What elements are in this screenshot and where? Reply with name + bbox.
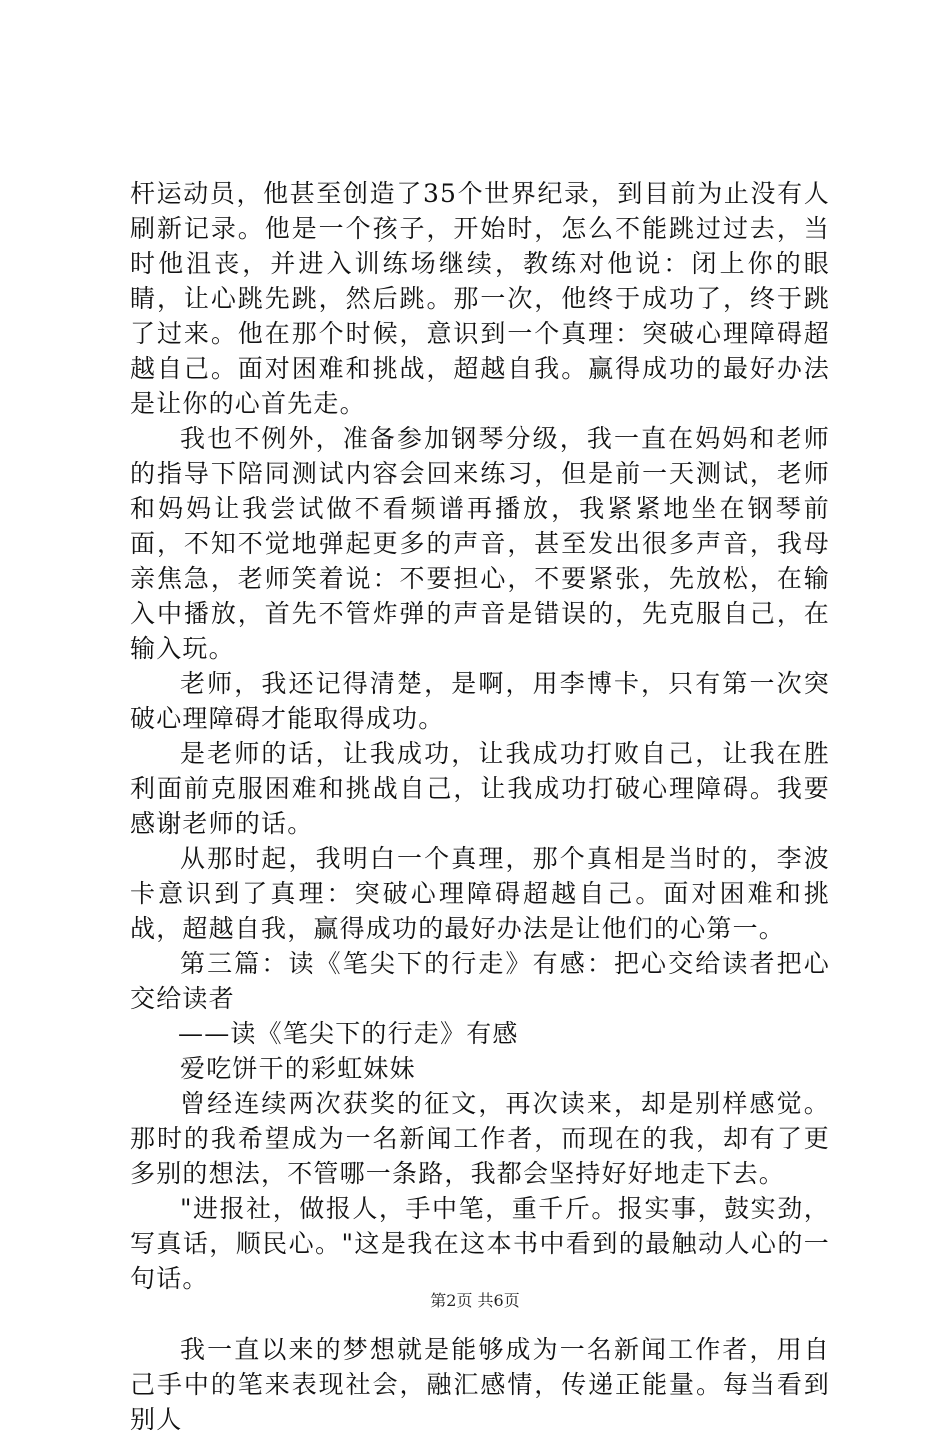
paragraph-5: 从那时起，我明白一个真理，那个真相是当时的，李波卡意识到了真理：突破心理障碍超越自己。面对困难和挑战，超越自我，赢得成功的最好办法是让他们的心第一。 xyxy=(130,844,830,943)
paragraph-3: 老师，我还记得清楚，是啊，用李博卡，只有第一次突破心理障碍才能取得成功。 xyxy=(130,669,830,733)
document-body xyxy=(130,176,830,1437)
section-subtitle: ——读《笔尖下的行走》有感 xyxy=(178,1019,519,1048)
page-number: 第2页 共6页 xyxy=(430,1291,520,1310)
section-heading: 第三篇：读《笔尖下的行走》有感：把心交给读者把心交给读者 xyxy=(130,949,830,1013)
paragraph-2: 我也不例外，准备参加钢琴分级，我一直在妈妈和老师的指导下陪同测试内容会回来练习，但是前一天测试，老师和妈妈让我尝试做不看频谱再播放，我紧紧地坐在钢琴前面，不知不觉地弹起更多的声音，甚至发出很多声音，我母亲焦急，老师笑着说：不要担心，不要紧张，先放松，在输入中播放，首先不管炸弹的声音是错误的，先克服自己，在输入玩。 xyxy=(130,424,830,663)
paragraph-quote: "进报社，做报人，手中笔，重千斤。报实事，鼓实劲，写真话，顺民心。"这是我在这本书中看到的最触动人心的一句话。 xyxy=(130,1194,830,1293)
author-name: 爱吃饼干的彩虹妹妹 xyxy=(180,1054,416,1083)
paragraph-6: 曾经连续两次获奖的征文，再次读来，却是别样感觉。那时的我希望成为一名新闻工作者，而现在的我，却有了更多别的想法，不管哪一条路，我都会坚持好好地走下去。 xyxy=(130,1089,830,1188)
paragraph-4: 是老师的话，让我成功，让我成功打败自己，让我在胜利面前克服困难和挑战自己，让我成功打破心理障碍。我要感谢老师的话。 xyxy=(130,739,830,838)
paragraph-1: 杆运动员，他甚至创造了35个世界纪录，到目前为止没有人刷新记录。他是一个孩子，开始时，怎么不能跳过过去，当时他沮丧，并进入训练场继续，教练对他说：闭上你的眼睛，让心跳先跳，然后跳。那一次，他终于成功了，终于跳了过来。他在那个时候，意识到一个真理：突破心理障碍超越自己。面对困难和挑战，超越自我。赢得成功的最好办法是让你的心首先走。 xyxy=(130,179,830,418)
paragraph-7: 我一直以来的梦想就是能够成为一名新闻工作者，用自己手中的笔来表现社会，融汇感情，传递正能量。每当看到别人 xyxy=(130,1335,830,1434)
